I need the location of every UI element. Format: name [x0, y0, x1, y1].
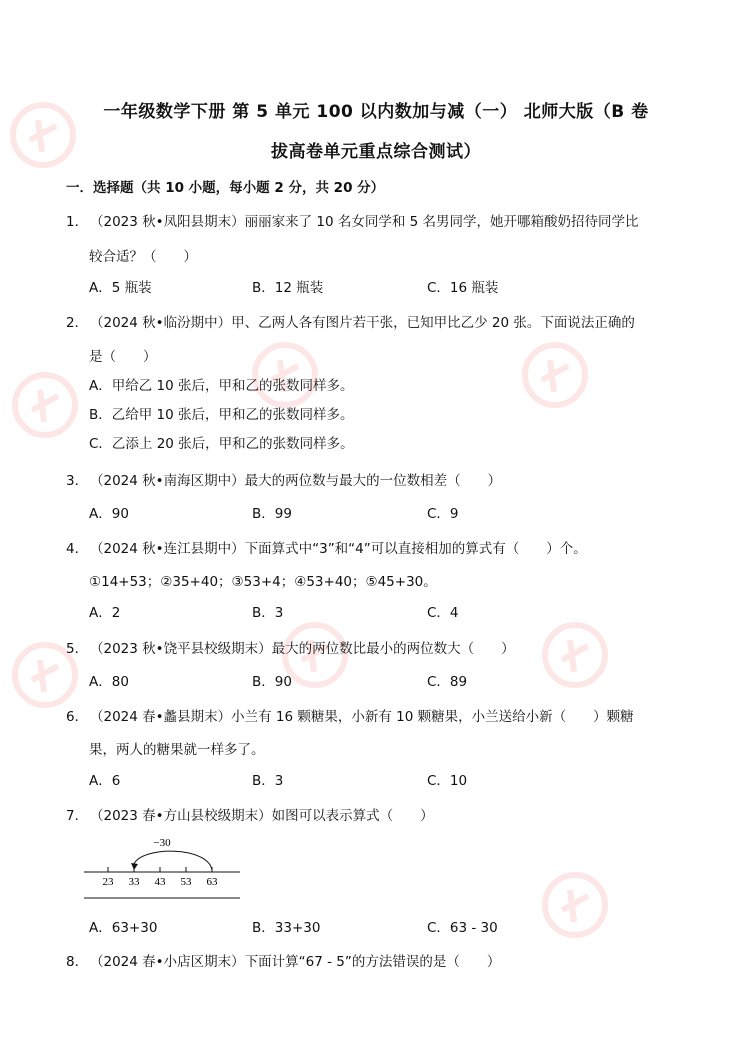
q5-option-a: A．80 — [89, 674, 129, 690]
q5-option-c: C．89 — [427, 674, 468, 690]
q7-option-c: C．63 - 30 — [427, 920, 498, 936]
q7-option-a: A．63+30 — [89, 920, 158, 936]
question-text: （2024 秋•临汾期中）甲、乙两人各有图片若干张，已知甲比乙少 20 张。下面说法正确的 — [90, 315, 635, 331]
section-heading: 一．选择题（共 10 小题，每小题 2 分，共 20 分） — [66, 180, 385, 196]
number-line-figure — [84, 836, 244, 900]
doc-title-line2: 拔高卷单元重点综合测试） — [271, 142, 481, 162]
question-2-cont: 是（ ） — [89, 349, 157, 365]
question-number: 6． — [66, 709, 89, 725]
q6-option-b: B．3 — [252, 773, 284, 789]
q5-option-b: B．90 — [252, 674, 292, 690]
watermark-logo-icon — [540, 620, 610, 690]
question-2 — [66, 311, 635, 331]
question-text: （2024 春•小店区期末）下面计算“67 - 5”的方法错误的是（ ） — [90, 954, 501, 970]
tick-label: 53 — [180, 876, 192, 888]
tick-label: 43 — [154, 876, 166, 888]
question-3 — [66, 469, 501, 489]
question-number: 7． — [66, 808, 89, 824]
question-number: 4． — [66, 541, 89, 557]
watermark-logo-icon — [540, 870, 610, 940]
question-7 — [66, 804, 434, 824]
question-text: （2024 春•蠡县期末）小兰有 16 颗糖果，小新有 10 颗糖果，小兰送给小新（ ）颗糖 — [90, 709, 634, 725]
q4-option-a: A．2 — [89, 605, 121, 621]
q6-option-a: A．6 — [89, 773, 121, 789]
q1-option-b: B．12 瓶装 — [252, 280, 324, 296]
jump-arc — [134, 851, 212, 870]
q2-option-c: C．乙添上 20 张后，甲和乙的张数同样多。 — [89, 436, 354, 452]
q1-option-a: A．5 瓶装 — [89, 280, 152, 296]
q4-option-c: C．4 — [427, 605, 459, 621]
tick-label: 33 — [128, 876, 140, 888]
doc-title-line1: 一年级数学下册 第 5 单元 100 以内数加与减（一） 北师大版（B 卷 — [103, 102, 649, 122]
q2-option-b: B．乙给甲 10 张后，甲和乙的张数同样多。 — [89, 407, 354, 423]
question-number: 5． — [66, 641, 89, 657]
question-1 — [66, 210, 639, 230]
question-8 — [66, 950, 500, 970]
arrowhead-icon — [131, 863, 138, 870]
question-text: （2024 秋•南海区期中）最大的两位数与最大的一位数相差（ ） — [90, 473, 502, 489]
question-4 — [66, 537, 587, 557]
watermark-logo-icon — [520, 340, 590, 410]
q2-option-a: A．甲给乙 10 张后，甲和乙的张数同样多。 — [89, 378, 354, 394]
question-6 — [66, 705, 634, 725]
q7-option-b: B．33+30 — [252, 920, 321, 936]
tick-label: 63 — [206, 876, 218, 888]
question-6-cont: 果，两人的糖果就一样多了。 — [89, 742, 265, 758]
question-text: （2023 秋•饶平县校级期末）最大的两位数比最小的两位数大（ ） — [90, 641, 515, 657]
q4-option-b: B．3 — [252, 605, 284, 621]
q6-option-c: C．10 — [427, 773, 468, 789]
question-1-cont: 较合适？（ ） — [89, 249, 197, 265]
question-text: （2024 秋•连江县期中）下面算式中“3”和“4”可以直接相加的算式有（ ）个。 — [90, 541, 587, 557]
question-number: 2． — [66, 315, 89, 331]
question-5 — [66, 637, 515, 657]
question-number: 3． — [66, 473, 89, 489]
question-text: （2023 春•方山县校级期末）如图可以表示算式（ ） — [90, 808, 434, 824]
q1-option-c: C．16 瓶装 — [427, 280, 499, 296]
q3-option-c: C．9 — [427, 506, 459, 522]
jump-label: −30 — [153, 837, 171, 849]
question-text: （2023 秋•凤阳县期末）丽丽家来了 10 名女同学和 5 名男同学，她开哪箱酸奶招待同学比 — [90, 214, 639, 230]
tick-marks — [108, 867, 212, 872]
watermark-logo-icon — [10, 370, 80, 440]
tick-label: 23 — [102, 876, 114, 888]
q3-option-b: B．99 — [252, 506, 292, 522]
question-number: 8． — [66, 954, 89, 970]
q3-option-a: A．90 — [89, 506, 129, 522]
question-4-cont: ①14+53；②35+40；③53+4；④53+40；⑤45+30。 — [89, 574, 437, 590]
question-number: 1． — [66, 214, 89, 230]
